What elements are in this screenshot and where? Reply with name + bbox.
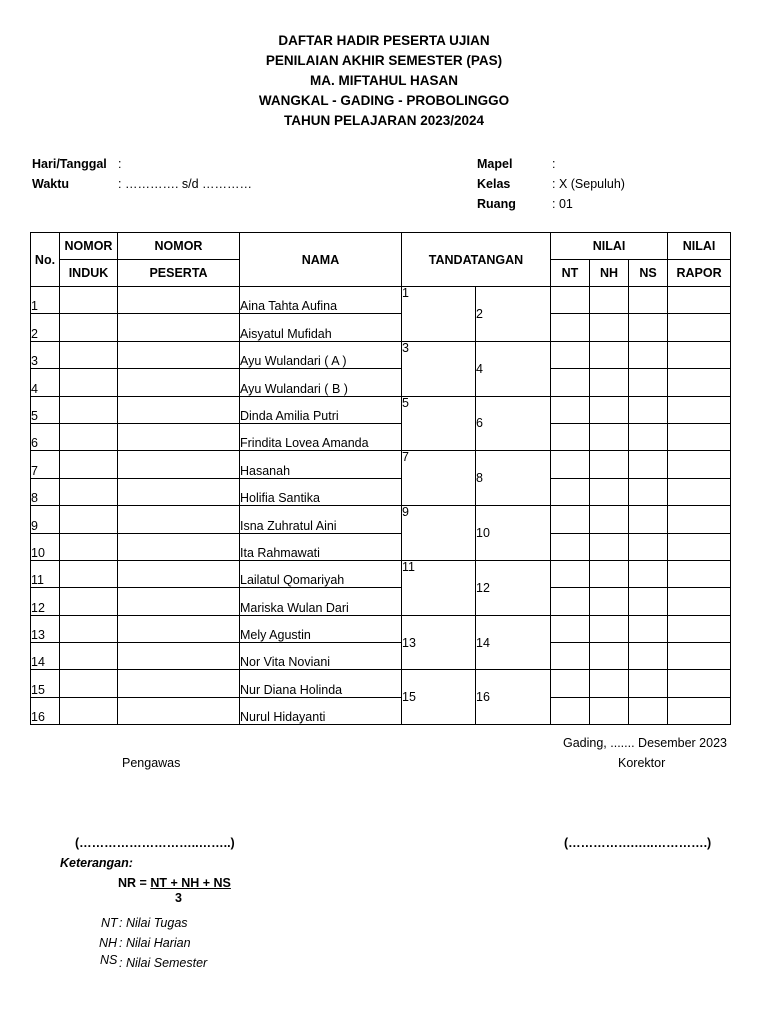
student-name: Ayu Wulandari ( A ) bbox=[240, 341, 402, 368]
nilai-rapor-formula bbox=[118, 876, 231, 890]
kelas-label: Kelas bbox=[477, 177, 511, 191]
nomor-induk-cell bbox=[60, 697, 118, 724]
nomor-peserta-cell bbox=[118, 615, 240, 642]
table-row bbox=[31, 423, 731, 450]
row-number: 8 bbox=[31, 478, 60, 505]
place-date: Gading, ....... Desember 2023 bbox=[563, 736, 727, 750]
header-nilai-rapor-top: NILAI bbox=[668, 233, 731, 260]
waktu-value: : …………. s/d ………… bbox=[118, 177, 253, 191]
nomor-peserta-cell bbox=[118, 643, 240, 670]
legend-nh-abbr: NH bbox=[99, 936, 118, 950]
title-line-1: DAFTAR HADIR PESERTA UJIAN bbox=[278, 33, 490, 48]
attendance-body bbox=[31, 287, 731, 725]
nomor-peserta-cell bbox=[118, 287, 240, 314]
nh-cell bbox=[590, 643, 629, 670]
student-name: Nurul Hidayanti bbox=[240, 697, 402, 724]
nt-cell bbox=[551, 560, 590, 587]
ns-cell bbox=[629, 451, 668, 478]
table-row bbox=[31, 697, 731, 724]
nomor-peserta-cell bbox=[118, 314, 240, 341]
mapel-value: : bbox=[552, 157, 556, 171]
nomor-induk-cell bbox=[60, 423, 118, 450]
table-row bbox=[31, 369, 731, 396]
signature-cell-right: 8 bbox=[476, 451, 551, 506]
header-nama: NAMA bbox=[240, 233, 402, 287]
nilai-rapor-cell bbox=[668, 341, 731, 368]
nilai-rapor-cell bbox=[668, 478, 731, 505]
ns-cell bbox=[629, 506, 668, 533]
table-row bbox=[31, 287, 731, 314]
nilai-rapor-cell bbox=[668, 287, 731, 314]
signature-cell-right: 12 bbox=[476, 560, 551, 615]
header-nomor-induk-top: NOMOR bbox=[60, 233, 118, 260]
student-name: Nur Diana Holinda bbox=[240, 670, 402, 697]
nomor-induk-cell bbox=[60, 396, 118, 423]
nilai-rapor-cell bbox=[668, 533, 731, 560]
table-row bbox=[31, 670, 731, 697]
nomor-peserta-cell bbox=[118, 506, 240, 533]
nomor-induk-cell bbox=[60, 341, 118, 368]
ns-cell bbox=[629, 314, 668, 341]
legend-ns-text: : Nilai Semester bbox=[119, 956, 208, 970]
hari-tanggal-label: Hari/Tanggal bbox=[32, 157, 107, 171]
nt-cell bbox=[551, 451, 590, 478]
table-row bbox=[31, 314, 731, 341]
student-name: Ayu Wulandari ( B ) bbox=[240, 369, 402, 396]
nomor-peserta-cell bbox=[118, 396, 240, 423]
signature-cell-left: 7 bbox=[402, 451, 476, 506]
nt-cell bbox=[551, 533, 590, 560]
signature-cell-right: 14 bbox=[476, 615, 551, 670]
row-number: 6 bbox=[31, 423, 60, 450]
waktu-label: Waktu bbox=[32, 177, 70, 191]
student-name: Holifia Santika bbox=[240, 478, 402, 505]
pengawas-label: Pengawas bbox=[122, 756, 181, 770]
row-number: 5 bbox=[31, 396, 60, 423]
nomor-induk-cell bbox=[60, 533, 118, 560]
nomor-induk-cell bbox=[60, 588, 118, 615]
nh-cell bbox=[590, 533, 629, 560]
nilai-rapor-cell bbox=[668, 369, 731, 396]
nomor-induk-cell bbox=[60, 560, 118, 587]
nh-cell bbox=[590, 287, 629, 314]
nilai-rapor-cell bbox=[668, 560, 731, 587]
student-name: Mely Agustin bbox=[240, 615, 402, 642]
nt-cell bbox=[551, 643, 590, 670]
nilai-rapor-cell bbox=[668, 643, 731, 670]
student-name: Ita Rahmawati bbox=[240, 533, 402, 560]
nilai-rapor-cell bbox=[668, 506, 731, 533]
nomor-peserta-cell bbox=[118, 697, 240, 724]
nh-cell bbox=[590, 506, 629, 533]
nt-cell bbox=[551, 369, 590, 396]
header-nomor-peserta-bottom: PESERTA bbox=[118, 260, 240, 287]
header-nomor-induk-bottom: INDUK bbox=[60, 260, 118, 287]
ns-cell bbox=[629, 588, 668, 615]
nilai-rapor-cell bbox=[668, 615, 731, 642]
nomor-peserta-cell bbox=[118, 369, 240, 396]
legend-nt-abbr: NT bbox=[101, 916, 118, 930]
nomor-induk-cell bbox=[60, 670, 118, 697]
row-number: 4 bbox=[31, 369, 60, 396]
table-row bbox=[31, 506, 731, 533]
mapel-label: Mapel bbox=[477, 157, 513, 171]
nilai-rapor-cell bbox=[668, 588, 731, 615]
ruang-value: : 01 bbox=[552, 197, 573, 211]
keterangan-label: Keterangan: bbox=[60, 856, 133, 870]
table-row bbox=[31, 396, 731, 423]
student-name: Hasanah bbox=[240, 451, 402, 478]
ns-cell bbox=[629, 697, 668, 724]
nomor-induk-cell bbox=[60, 506, 118, 533]
nt-cell bbox=[551, 670, 590, 697]
student-name: Lailatul Qomariyah bbox=[240, 560, 402, 587]
row-number: 15 bbox=[31, 670, 60, 697]
nt-cell bbox=[551, 615, 590, 642]
ns-cell bbox=[629, 560, 668, 587]
row-number: 9 bbox=[31, 506, 60, 533]
table-row bbox=[31, 643, 731, 670]
nomor-peserta-cell bbox=[118, 423, 240, 450]
student-name: Isna Zuhratul Aini bbox=[240, 506, 402, 533]
row-number: 1 bbox=[31, 287, 60, 314]
student-name: Aina Tahta Aufina bbox=[240, 287, 402, 314]
table-row bbox=[31, 451, 731, 478]
pengawas-signature-line: (………………………..……..) bbox=[75, 836, 235, 850]
nt-cell bbox=[551, 588, 590, 615]
nh-cell bbox=[590, 560, 629, 587]
nh-cell bbox=[590, 396, 629, 423]
signature-cell-right: 16 bbox=[476, 670, 551, 725]
formula-numerator: NT + NH + NS bbox=[150, 876, 231, 890]
header-no: No. bbox=[31, 233, 60, 287]
nomor-induk-cell bbox=[60, 451, 118, 478]
row-number: 12 bbox=[31, 588, 60, 615]
nt-cell bbox=[551, 423, 590, 450]
signature-cell-left: 1 bbox=[402, 287, 476, 342]
table-row bbox=[31, 560, 731, 587]
student-name: Mariska Wulan Dari bbox=[240, 588, 402, 615]
nh-cell bbox=[590, 670, 629, 697]
ns-cell bbox=[629, 287, 668, 314]
ns-cell bbox=[629, 670, 668, 697]
signature-cell-left: 15 bbox=[402, 670, 476, 725]
row-number: 2 bbox=[31, 314, 60, 341]
signature-cell-right: 2 bbox=[476, 287, 551, 342]
ns-cell bbox=[629, 615, 668, 642]
nt-cell bbox=[551, 396, 590, 423]
header-nt: NT bbox=[551, 260, 590, 287]
row-number: 7 bbox=[31, 451, 60, 478]
row-number: 16 bbox=[31, 697, 60, 724]
table-row bbox=[31, 533, 731, 560]
nilai-rapor-cell bbox=[668, 670, 731, 697]
row-number: 3 bbox=[31, 341, 60, 368]
nilai-rapor-cell bbox=[668, 423, 731, 450]
nomor-peserta-cell bbox=[118, 588, 240, 615]
nh-cell bbox=[590, 478, 629, 505]
nt-cell bbox=[551, 506, 590, 533]
nomor-peserta-cell bbox=[118, 670, 240, 697]
nt-cell bbox=[551, 697, 590, 724]
header-tandatangan: TANDATANGAN bbox=[402, 233, 551, 287]
title-line-5: TAHUN PELAJARAN 2023/2024 bbox=[283, 113, 485, 128]
nh-cell bbox=[590, 615, 629, 642]
nh-cell bbox=[590, 697, 629, 724]
signature-cell-left: 3 bbox=[402, 341, 476, 396]
ns-cell bbox=[629, 396, 668, 423]
nomor-induk-cell bbox=[60, 369, 118, 396]
title-line-3: MA. MIFTAHUL HASAN bbox=[310, 73, 458, 88]
nomor-induk-cell bbox=[60, 314, 118, 341]
row-number: 10 bbox=[31, 533, 60, 560]
student-name: Dinda Amilia Putri bbox=[240, 396, 402, 423]
ns-cell bbox=[629, 423, 668, 450]
nilai-rapor-cell bbox=[668, 396, 731, 423]
legend-nh-text: : Nilai Harian bbox=[119, 936, 191, 950]
ns-cell bbox=[629, 478, 668, 505]
signature-cell-left: 13 bbox=[402, 615, 476, 670]
signature-cell-right: 6 bbox=[476, 396, 551, 451]
header-nh: NH bbox=[590, 260, 629, 287]
nilai-rapor-cell bbox=[668, 697, 731, 724]
nt-cell bbox=[551, 314, 590, 341]
title-line-4: WANGKAL - GADING - PROBOLINGGO bbox=[258, 93, 510, 108]
ruang-label: Ruang bbox=[477, 197, 516, 211]
row-number: 11 bbox=[31, 560, 60, 587]
formula-lhs: NR = bbox=[118, 876, 151, 890]
ns-cell bbox=[629, 341, 668, 368]
nomor-peserta-cell bbox=[118, 560, 240, 587]
table-row bbox=[31, 478, 731, 505]
nilai-rapor-cell bbox=[668, 451, 731, 478]
korektor-signature-line: (…………….…..………….) bbox=[564, 836, 712, 850]
title-line-2: PENILAIAN AKHIR SEMESTER (PAS) bbox=[265, 53, 503, 68]
nh-cell bbox=[590, 423, 629, 450]
nomor-induk-cell bbox=[60, 643, 118, 670]
signature-cell-left: 9 bbox=[402, 506, 476, 561]
header-ns: NS bbox=[629, 260, 668, 287]
nomor-induk-cell bbox=[60, 478, 118, 505]
ns-cell bbox=[629, 643, 668, 670]
nomor-induk-cell bbox=[60, 287, 118, 314]
student-name: Aisyatul Mufidah bbox=[240, 314, 402, 341]
legend-nt-text: : Nilai Tugas bbox=[119, 916, 188, 930]
signature-cell-left: 5 bbox=[402, 396, 476, 451]
nh-cell bbox=[590, 588, 629, 615]
ns-cell bbox=[629, 369, 668, 396]
row-number: 13 bbox=[31, 615, 60, 642]
document-title bbox=[0, 31, 768, 131]
header-nilai: NILAI bbox=[551, 233, 668, 260]
student-name: Nor Vita Noviani bbox=[240, 643, 402, 670]
nh-cell bbox=[590, 369, 629, 396]
table-row bbox=[31, 341, 731, 368]
kelas-value: : X (Sepuluh) bbox=[552, 177, 625, 191]
formula-denominator: 3 bbox=[175, 891, 182, 905]
signature-cell-right: 4 bbox=[476, 341, 551, 396]
legend-ns-abbr: NS bbox=[100, 953, 118, 967]
nt-cell bbox=[551, 341, 590, 368]
signature-cell-right: 10 bbox=[476, 506, 551, 561]
nomor-peserta-cell bbox=[118, 451, 240, 478]
ns-cell bbox=[629, 533, 668, 560]
nomor-peserta-cell bbox=[118, 341, 240, 368]
nomor-peserta-cell bbox=[118, 478, 240, 505]
nh-cell bbox=[590, 314, 629, 341]
hari-tanggal-value: : bbox=[118, 157, 122, 171]
header-nomor-peserta-top: NOMOR bbox=[118, 233, 240, 260]
table-row bbox=[31, 588, 731, 615]
nilai-rapor-cell bbox=[668, 314, 731, 341]
nh-cell bbox=[590, 451, 629, 478]
signature-cell-left: 11 bbox=[402, 560, 476, 615]
student-name: Frindita Lovea Amanda bbox=[240, 423, 402, 450]
nh-cell bbox=[590, 341, 629, 368]
header-nilai-rapor-bottom: RAPOR bbox=[668, 260, 731, 287]
nt-cell bbox=[551, 287, 590, 314]
nomor-peserta-cell bbox=[118, 533, 240, 560]
table-row bbox=[31, 615, 731, 642]
row-number: 14 bbox=[31, 643, 60, 670]
nomor-induk-cell bbox=[60, 615, 118, 642]
korektor-label: Korektor bbox=[618, 756, 666, 770]
attendance-table bbox=[30, 232, 731, 725]
nt-cell bbox=[551, 478, 590, 505]
